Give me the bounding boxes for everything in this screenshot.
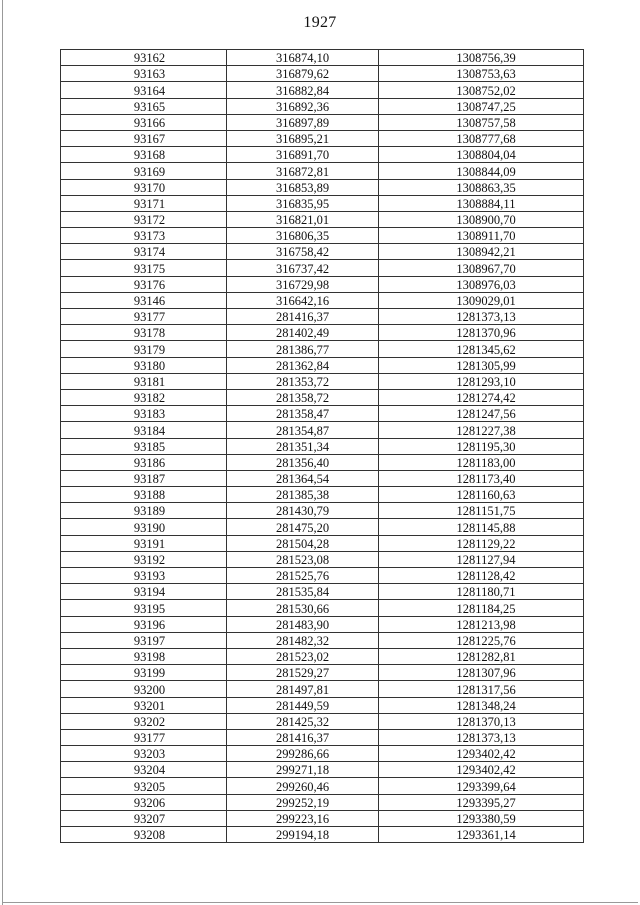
y-coordinate-cell: 1293380,59 xyxy=(379,810,584,826)
x-coordinate-cell: 281449,59 xyxy=(227,697,379,713)
x-coordinate-cell: 299252,19 xyxy=(227,794,379,810)
x-coordinate-cell: 316806,35 xyxy=(227,228,379,244)
y-coordinate-cell: 1281213,98 xyxy=(379,616,584,632)
y-coordinate-cell: 1308863,35 xyxy=(379,179,584,195)
point-number-cell: 93172 xyxy=(61,211,227,227)
point-number-cell: 93194 xyxy=(61,584,227,600)
y-coordinate-cell: 1281307,96 xyxy=(379,665,584,681)
point-number-cell: 93174 xyxy=(61,244,227,260)
y-coordinate-cell: 1281373,13 xyxy=(379,729,584,745)
x-coordinate-cell: 281523,02 xyxy=(227,648,379,664)
table-row xyxy=(61,762,584,778)
x-coordinate-cell: 299286,66 xyxy=(227,746,379,762)
x-coordinate-cell: 281362,84 xyxy=(227,357,379,373)
table-row xyxy=(61,681,584,697)
x-coordinate-cell: 281354,87 xyxy=(227,422,379,438)
table-row xyxy=(61,130,584,146)
y-coordinate-cell: 1293395,27 xyxy=(379,794,584,810)
table-row xyxy=(61,292,584,308)
table-row xyxy=(61,551,584,567)
point-number-cell: 93195 xyxy=(61,600,227,616)
point-number-cell: 93190 xyxy=(61,519,227,535)
point-number-cell: 93187 xyxy=(61,470,227,486)
x-coordinate-cell: 299271,18 xyxy=(227,762,379,778)
table-row xyxy=(61,147,584,163)
x-coordinate-cell: 281497,81 xyxy=(227,681,379,697)
y-coordinate-cell: 1281282,81 xyxy=(379,648,584,664)
table-row xyxy=(61,211,584,227)
y-coordinate-cell: 1308967,70 xyxy=(379,260,584,276)
y-coordinate-cell: 1308747,25 xyxy=(379,98,584,114)
x-coordinate-cell: 281364,54 xyxy=(227,470,379,486)
point-number-cell: 93193 xyxy=(61,568,227,584)
point-number-cell: 93192 xyxy=(61,551,227,567)
table-row xyxy=(61,82,584,98)
y-coordinate-cell: 1281183,00 xyxy=(379,454,584,470)
table-row xyxy=(61,114,584,130)
x-coordinate-cell: 316895,21 xyxy=(227,130,379,146)
point-number-cell: 93196 xyxy=(61,616,227,632)
y-coordinate-cell: 1308756,39 xyxy=(379,50,584,66)
point-number-cell: 93171 xyxy=(61,195,227,211)
point-number-cell: 93182 xyxy=(61,389,227,405)
point-number-cell: 93180 xyxy=(61,357,227,373)
y-coordinate-cell: 1281160,63 xyxy=(379,487,584,503)
x-coordinate-cell: 316897,89 xyxy=(227,114,379,130)
point-number-cell: 93186 xyxy=(61,454,227,470)
point-number-cell: 93206 xyxy=(61,794,227,810)
x-coordinate-cell: 281529,27 xyxy=(227,665,379,681)
table-row xyxy=(61,179,584,195)
x-coordinate-cell: 281416,37 xyxy=(227,309,379,325)
table-row xyxy=(61,519,584,535)
x-coordinate-cell: 316882,84 xyxy=(227,82,379,98)
point-number-cell: 93164 xyxy=(61,82,227,98)
y-coordinate-cell: 1281274,42 xyxy=(379,389,584,405)
table-row xyxy=(61,195,584,211)
x-coordinate-cell: 299260,46 xyxy=(227,778,379,794)
x-coordinate-cell: 316853,89 xyxy=(227,179,379,195)
y-coordinate-cell: 1281373,13 xyxy=(379,309,584,325)
y-coordinate-cell: 1281227,38 xyxy=(379,422,584,438)
table-body xyxy=(61,50,584,843)
table-row xyxy=(61,357,584,373)
point-number-cell: 93183 xyxy=(61,406,227,422)
y-coordinate-cell: 1293399,64 xyxy=(379,778,584,794)
y-coordinate-cell: 1281348,24 xyxy=(379,697,584,713)
table-row xyxy=(61,422,584,438)
y-coordinate-cell: 1281305,99 xyxy=(379,357,584,373)
page-number: 1927 xyxy=(303,14,337,31)
point-number-cell: 93167 xyxy=(61,130,227,146)
y-coordinate-cell: 1308777,68 xyxy=(379,130,584,146)
x-coordinate-cell: 281430,79 xyxy=(227,503,379,519)
point-number-cell: 93185 xyxy=(61,438,227,454)
table-row xyxy=(61,810,584,826)
table-row xyxy=(61,778,584,794)
point-number-cell: 93181 xyxy=(61,373,227,389)
x-coordinate-cell: 316874,10 xyxy=(227,50,379,66)
x-coordinate-cell: 281416,37 xyxy=(227,729,379,745)
y-coordinate-cell: 1281370,13 xyxy=(379,713,584,729)
y-coordinate-cell: 1308804,04 xyxy=(379,147,584,163)
point-number-cell: 93169 xyxy=(61,163,227,179)
point-number-cell: 93204 xyxy=(61,762,227,778)
x-coordinate-cell: 316737,42 xyxy=(227,260,379,276)
point-number-cell: 93203 xyxy=(61,746,227,762)
y-coordinate-cell: 1308844,09 xyxy=(379,163,584,179)
table-row xyxy=(61,260,584,276)
table-row xyxy=(61,325,584,341)
table-row xyxy=(61,632,584,648)
y-coordinate-cell: 1281345,62 xyxy=(379,341,584,357)
table-row xyxy=(61,438,584,454)
point-number-cell: 93189 xyxy=(61,503,227,519)
point-number-cell: 93197 xyxy=(61,632,227,648)
point-number-cell: 93191 xyxy=(61,535,227,551)
x-coordinate-cell: 281402,49 xyxy=(227,325,379,341)
y-coordinate-cell: 1281180,71 xyxy=(379,584,584,600)
x-coordinate-cell: 281530,66 xyxy=(227,600,379,616)
table-row xyxy=(61,228,584,244)
table-row xyxy=(61,535,584,551)
y-coordinate-cell: 1293402,42 xyxy=(379,746,584,762)
table-row xyxy=(61,600,584,616)
y-coordinate-cell: 1308753,63 xyxy=(379,66,584,82)
x-coordinate-cell: 281535,84 xyxy=(227,584,379,600)
point-number-cell: 93178 xyxy=(61,325,227,341)
y-coordinate-cell: 1308942,21 xyxy=(379,244,584,260)
table-row xyxy=(61,163,584,179)
table-row xyxy=(61,309,584,325)
y-coordinate-cell: 1293402,42 xyxy=(379,762,584,778)
point-number-cell: 93198 xyxy=(61,648,227,664)
y-coordinate-cell: 1293361,14 xyxy=(379,827,584,843)
table-row xyxy=(61,98,584,114)
x-coordinate-cell: 316879,62 xyxy=(227,66,379,82)
table-row xyxy=(61,50,584,66)
point-number-cell: 93166 xyxy=(61,114,227,130)
y-coordinate-cell: 1281293,10 xyxy=(379,373,584,389)
y-coordinate-cell: 1308900,70 xyxy=(379,211,584,227)
table-row xyxy=(61,487,584,503)
x-coordinate-cell: 316892,36 xyxy=(227,98,379,114)
x-coordinate-cell: 281356,40 xyxy=(227,454,379,470)
x-coordinate-cell: 281385,38 xyxy=(227,487,379,503)
page-edge-left xyxy=(2,0,3,905)
x-coordinate-cell: 281353,72 xyxy=(227,373,379,389)
page-edge-bottom xyxy=(2,902,638,903)
y-coordinate-cell: 1281225,76 xyxy=(379,632,584,648)
point-number-cell: 93173 xyxy=(61,228,227,244)
x-coordinate-cell: 299194,18 xyxy=(227,827,379,843)
y-coordinate-cell: 1281151,75 xyxy=(379,503,584,519)
table-row xyxy=(61,648,584,664)
y-coordinate-cell: 1308752,02 xyxy=(379,82,584,98)
table-row xyxy=(61,373,584,389)
table-row xyxy=(61,503,584,519)
x-coordinate-cell: 281483,90 xyxy=(227,616,379,632)
point-number-cell: 93205 xyxy=(61,778,227,794)
x-coordinate-cell: 316821,01 xyxy=(227,211,379,227)
point-number-cell: 93207 xyxy=(61,810,227,826)
table-row xyxy=(61,616,584,632)
y-coordinate-cell: 1281195,30 xyxy=(379,438,584,454)
x-coordinate-cell: 281482,32 xyxy=(227,632,379,648)
table-row xyxy=(61,746,584,762)
point-number-cell: 93170 xyxy=(61,179,227,195)
point-number-cell: 93188 xyxy=(61,487,227,503)
x-coordinate-cell: 281475,20 xyxy=(227,519,379,535)
x-coordinate-cell: 316872,81 xyxy=(227,163,379,179)
table-row xyxy=(61,665,584,681)
x-coordinate-cell: 281358,72 xyxy=(227,389,379,405)
point-number-cell: 93146 xyxy=(61,292,227,308)
table-row xyxy=(61,697,584,713)
point-number-cell: 93202 xyxy=(61,713,227,729)
table-row xyxy=(61,794,584,810)
x-coordinate-cell: 316642,16 xyxy=(227,292,379,308)
point-number-cell: 93168 xyxy=(61,147,227,163)
x-coordinate-cell: 281504,28 xyxy=(227,535,379,551)
point-number-cell: 93177 xyxy=(61,729,227,745)
table-row xyxy=(61,568,584,584)
y-coordinate-cell: 1281173,40 xyxy=(379,470,584,486)
x-coordinate-cell: 281523,08 xyxy=(227,551,379,567)
x-coordinate-cell: 281425,32 xyxy=(227,713,379,729)
x-coordinate-cell: 316758,42 xyxy=(227,244,379,260)
y-coordinate-cell: 1308976,03 xyxy=(379,276,584,292)
y-coordinate-cell: 1281127,94 xyxy=(379,551,584,567)
x-coordinate-cell: 281386,77 xyxy=(227,341,379,357)
y-coordinate-cell: 1281145,88 xyxy=(379,519,584,535)
y-coordinate-cell: 1308911,70 xyxy=(379,228,584,244)
table-row xyxy=(61,584,584,600)
point-number-cell: 93200 xyxy=(61,681,227,697)
y-coordinate-cell: 1281370,96 xyxy=(379,325,584,341)
table-row xyxy=(61,729,584,745)
point-number-cell: 93199 xyxy=(61,665,227,681)
x-coordinate-cell: 316835,95 xyxy=(227,195,379,211)
table-row xyxy=(61,389,584,405)
table-row xyxy=(61,470,584,486)
coordinates-table xyxy=(60,49,584,843)
y-coordinate-cell: 1281128,42 xyxy=(379,568,584,584)
point-number-cell: 93177 xyxy=(61,309,227,325)
x-coordinate-cell: 299223,16 xyxy=(227,810,379,826)
point-number-cell: 93162 xyxy=(61,50,227,66)
point-number-cell: 93176 xyxy=(61,276,227,292)
table-row xyxy=(61,454,584,470)
point-number-cell: 93165 xyxy=(61,98,227,114)
y-coordinate-cell: 1281184,25 xyxy=(379,600,584,616)
table-row xyxy=(61,713,584,729)
point-number-cell: 93184 xyxy=(61,422,227,438)
y-coordinate-cell: 1308884,11 xyxy=(379,195,584,211)
table-row xyxy=(61,341,584,357)
x-coordinate-cell: 281351,34 xyxy=(227,438,379,454)
y-coordinate-cell: 1281247,56 xyxy=(379,406,584,422)
x-coordinate-cell: 281358,47 xyxy=(227,406,379,422)
point-number-cell: 93163 xyxy=(61,66,227,82)
x-coordinate-cell: 316891,70 xyxy=(227,147,379,163)
point-number-cell: 93175 xyxy=(61,260,227,276)
y-coordinate-cell: 1281129,22 xyxy=(379,535,584,551)
point-number-cell: 93208 xyxy=(61,827,227,843)
table-row xyxy=(61,827,584,843)
y-coordinate-cell: 1309029,01 xyxy=(379,292,584,308)
table-row xyxy=(61,406,584,422)
x-coordinate-cell: 316729,98 xyxy=(227,276,379,292)
point-number-cell: 93201 xyxy=(61,697,227,713)
table-row xyxy=(61,276,584,292)
table-row xyxy=(61,66,584,82)
x-coordinate-cell: 281525,76 xyxy=(227,568,379,584)
y-coordinate-cell: 1308757,58 xyxy=(379,114,584,130)
table-row xyxy=(61,244,584,260)
point-number-cell: 93179 xyxy=(61,341,227,357)
y-coordinate-cell: 1281317,56 xyxy=(379,681,584,697)
